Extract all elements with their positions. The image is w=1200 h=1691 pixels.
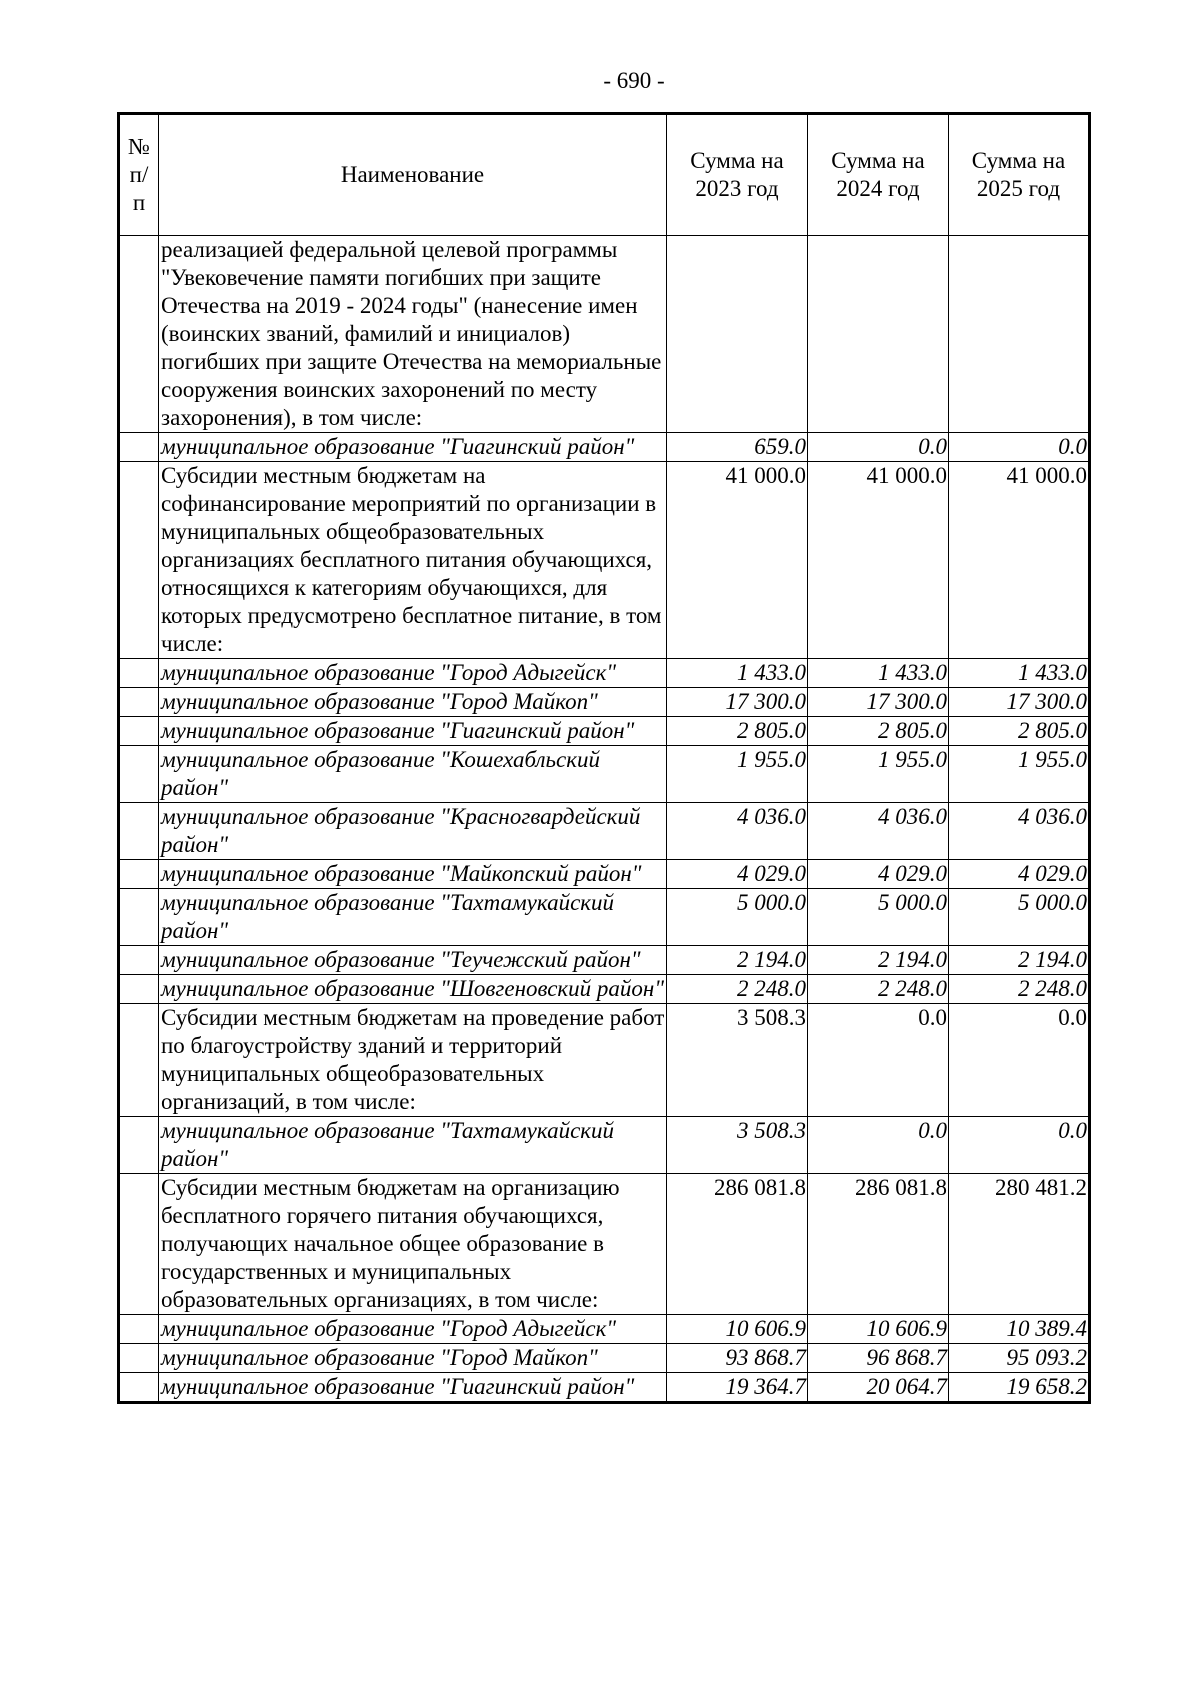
row-number-cell [119, 975, 159, 1004]
row-sum-2025-cell: 41 000.0 [949, 462, 1090, 659]
table-row [119, 746, 1090, 803]
row-number-cell [119, 1004, 159, 1117]
row-number-cell [119, 1174, 159, 1315]
table-header [119, 114, 1090, 236]
row-name-cell: муниципальное образование "Шовгеновский район" [159, 975, 667, 1004]
row-sum-2025-cell [949, 236, 1090, 433]
row-number-cell [119, 860, 159, 889]
row-number-cell [119, 659, 159, 688]
header-sum-2025: Сумма на 2025 год [949, 114, 1090, 236]
row-number-cell [119, 1117, 159, 1174]
row-sum-2025-cell: 19 658.2 [949, 1373, 1090, 1403]
row-sum-2024-cell: 96 868.7 [808, 1344, 949, 1373]
table-row [119, 1174, 1090, 1315]
table-row [119, 433, 1090, 462]
row-sum-2025-cell: 10 389.4 [949, 1315, 1090, 1344]
table-row [119, 1315, 1090, 1344]
row-number-cell [119, 746, 159, 803]
row-sum-2023-cell: 4 036.0 [667, 803, 808, 860]
page-number: - 690 - [603, 68, 665, 93]
row-sum-2025-cell: 95 093.2 [949, 1344, 1090, 1373]
row-sum-2024-cell: 41 000.0 [808, 462, 949, 659]
row-sum-2023-cell: 4 029.0 [667, 860, 808, 889]
row-name-cell: муниципальное образование "Город Майкоп" [159, 1344, 667, 1373]
row-name-cell: муниципальное образование "Гиагинский район" [159, 433, 667, 462]
row-name-cell: муниципальное образование "Гиагинский район" [159, 1373, 667, 1403]
row-sum-2024-cell: 5 000.0 [808, 889, 949, 946]
row-name-cell: муниципальное образование "Тахтамукайский район" [159, 1117, 667, 1174]
row-sum-2023-cell: 41 000.0 [667, 462, 808, 659]
table-row [119, 803, 1090, 860]
row-sum-2023-cell: 1 955.0 [667, 746, 808, 803]
row-sum-2025-cell: 4 036.0 [949, 803, 1090, 860]
row-sum-2023-cell [667, 236, 808, 433]
row-sum-2025-cell: 0.0 [949, 433, 1090, 462]
row-sum-2023-cell: 3 508.3 [667, 1117, 808, 1174]
table-row [119, 860, 1090, 889]
row-sum-2025-cell: 1 433.0 [949, 659, 1090, 688]
row-number-cell [119, 433, 159, 462]
table-row [119, 659, 1090, 688]
row-sum-2025-cell: 2 248.0 [949, 975, 1090, 1004]
row-number-cell [119, 889, 159, 946]
row-sum-2024-cell: 0.0 [808, 1117, 949, 1174]
row-sum-2024-cell: 2 194.0 [808, 946, 949, 975]
row-number-cell [119, 1344, 159, 1373]
table-row [119, 1117, 1090, 1174]
row-sum-2025-cell: 2 194.0 [949, 946, 1090, 975]
row-number-cell [119, 946, 159, 975]
row-sum-2025-cell: 1 955.0 [949, 746, 1090, 803]
row-sum-2024-cell: 10 606.9 [808, 1315, 949, 1344]
table-body [119, 236, 1090, 1403]
table-row [119, 1344, 1090, 1373]
row-sum-2023-cell: 3 508.3 [667, 1004, 808, 1117]
header-name: Наименование [159, 114, 667, 236]
row-sum-2024-cell: 0.0 [808, 1004, 949, 1117]
row-name-cell: муниципальное образование "Тахтамукайский район" [159, 889, 667, 946]
row-sum-2024-cell: 17 300.0 [808, 688, 949, 717]
row-sum-2025-cell: 4 029.0 [949, 860, 1090, 889]
row-sum-2023-cell: 10 606.9 [667, 1315, 808, 1344]
row-sum-2024-cell: 2 248.0 [808, 975, 949, 1004]
row-name-cell: муниципальное образование "Красногвардейский район" [159, 803, 667, 860]
row-name-cell: муниципальное образование "Теучежский район" [159, 946, 667, 975]
row-number-cell [119, 1315, 159, 1344]
table-row [119, 1004, 1090, 1117]
row-number-cell [119, 688, 159, 717]
row-name-cell: муниципальное образование "Майкопский район" [159, 860, 667, 889]
row-name-cell: муниципальное образование "Город Адыгейск" [159, 659, 667, 688]
row-sum-2025-cell: 280 481.2 [949, 1174, 1090, 1315]
row-sum-2025-cell: 17 300.0 [949, 688, 1090, 717]
row-sum-2024-cell: 4 029.0 [808, 860, 949, 889]
header-sum-2024: Сумма на 2024 год [808, 114, 949, 236]
header-row [119, 114, 1090, 236]
row-number-cell [119, 717, 159, 746]
row-name-cell: муниципальное образование "Гиагинский район" [159, 717, 667, 746]
row-name-cell: Субсидии местным бюджетам на организацию бесплатного горячего питания обучающихся, получающих начальное общее образование в государственных и муниципальных образовательных организациях, в том числе: [159, 1174, 667, 1315]
table-row [119, 236, 1090, 433]
row-sum-2024-cell: 4 036.0 [808, 803, 949, 860]
header-number: № п/п [119, 114, 159, 236]
row-sum-2025-cell: 0.0 [949, 1117, 1090, 1174]
row-name-cell: муниципальное образование "Кошехабльский район" [159, 746, 667, 803]
row-sum-2025-cell: 0.0 [949, 1004, 1090, 1117]
row-number-cell [119, 1373, 159, 1403]
row-sum-2023-cell: 17 300.0 [667, 688, 808, 717]
table-row [119, 975, 1090, 1004]
row-sum-2023-cell: 93 868.7 [667, 1344, 808, 1373]
row-sum-2025-cell: 5 000.0 [949, 889, 1090, 946]
budget-table [117, 112, 1091, 1404]
row-sum-2023-cell: 2 248.0 [667, 975, 808, 1004]
row-sum-2023-cell: 1 433.0 [667, 659, 808, 688]
row-sum-2023-cell: 5 000.0 [667, 889, 808, 946]
row-name-cell: реализацией федеральной целевой программы "Увековечение памяти погибших при защите Отечества на 2019 - 2024 годы" (нанесение имен (воинских званий, фамилий и инициалов) погибших при защите Отечества на мемориальные сооружения воинских захоронений по месту захоронения), в том числе: [159, 236, 667, 433]
table-row [119, 889, 1090, 946]
table-row [119, 946, 1090, 975]
row-number-cell [119, 462, 159, 659]
row-name-cell: Субсидии местным бюджетам на проведение работ по благоустройству зданий и территорий муниципальных общеобразовательных организаций, в том числе: [159, 1004, 667, 1117]
row-sum-2024-cell: 1 433.0 [808, 659, 949, 688]
row-sum-2023-cell: 2 805.0 [667, 717, 808, 746]
table-row [119, 688, 1090, 717]
row-sum-2024-cell: 1 955.0 [808, 746, 949, 803]
row-sum-2023-cell: 659.0 [667, 433, 808, 462]
row-sum-2023-cell: 2 194.0 [667, 946, 808, 975]
row-sum-2024-cell: 20 064.7 [808, 1373, 949, 1403]
row-sum-2023-cell: 286 081.8 [667, 1174, 808, 1315]
row-name-cell: муниципальное образование "Город Майкоп" [159, 688, 667, 717]
table-row [119, 717, 1090, 746]
row-sum-2023-cell: 19 364.7 [667, 1373, 808, 1403]
row-sum-2024-cell: 0.0 [808, 433, 949, 462]
row-sum-2024-cell: 286 081.8 [808, 1174, 949, 1315]
row-sum-2024-cell [808, 236, 949, 433]
row-name-cell: Субсидии местным бюджетам на софинансирование мероприятий по организации в муниципальных общеобразовательных организациях бесплатного питания обучающихся, относящихся к категориям обучающихся, для которых предусмотрено бесплатное питание, в том числе: [159, 462, 667, 659]
table-row [119, 462, 1090, 659]
row-sum-2024-cell: 2 805.0 [808, 717, 949, 746]
table-row [119, 1373, 1090, 1403]
header-sum-2023: Сумма на 2023 год [667, 114, 808, 236]
row-number-cell [119, 236, 159, 433]
row-number-cell [119, 803, 159, 860]
row-name-cell: муниципальное образование "Город Адыгейск" [159, 1315, 667, 1344]
row-sum-2025-cell: 2 805.0 [949, 717, 1090, 746]
